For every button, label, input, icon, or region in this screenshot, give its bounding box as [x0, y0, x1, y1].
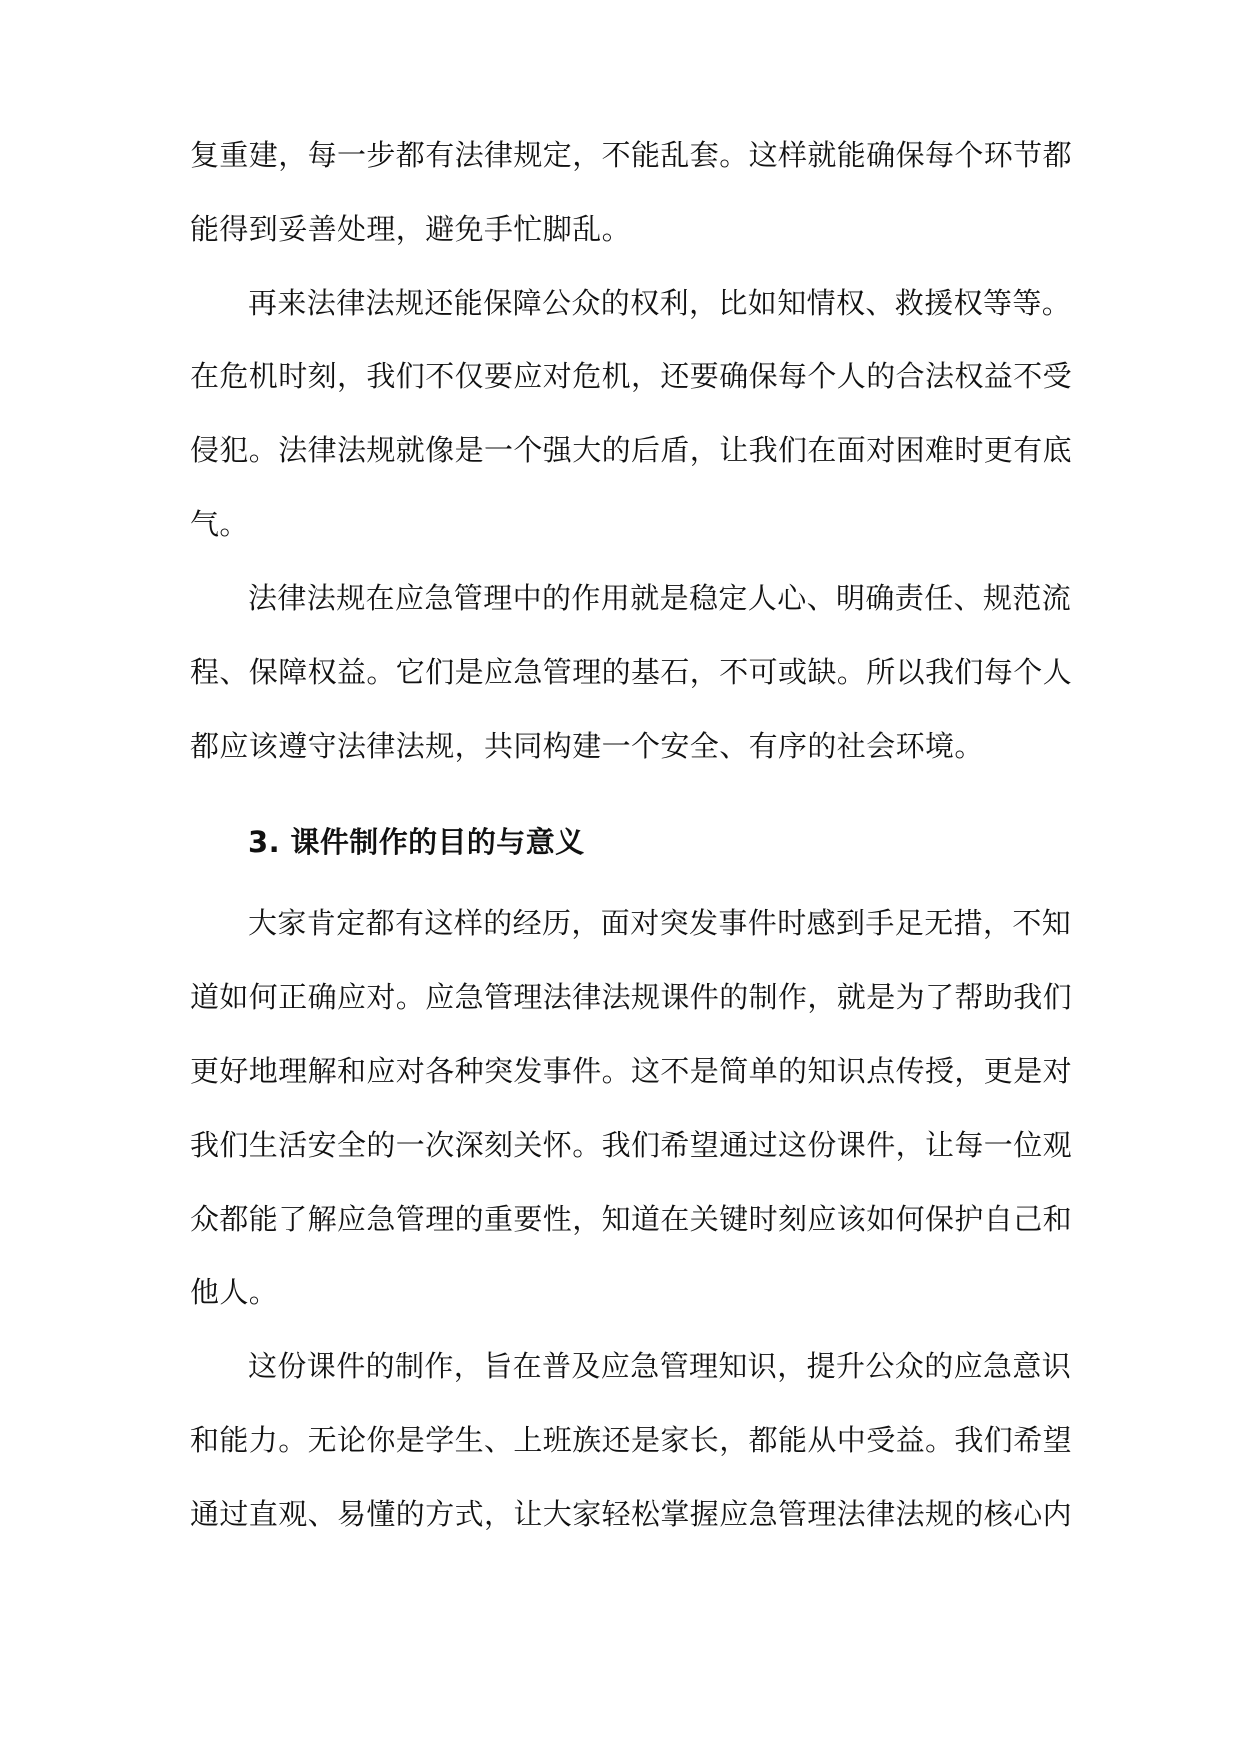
- paragraph-4-line-6: 他人。: [190, 1275, 279, 1309]
- section-heading: 3. 课件制作的目的与意义: [248, 825, 585, 859]
- paragraph-5-line-3: 通过直观、易懂的方式，让大家轻松掌握应急管理法律法规的核心内: [190, 1497, 1073, 1531]
- paragraph-2-line-3: 侵犯。法律法规就像是一个强大的后盾，让我们在面对困难时更有底: [190, 433, 1073, 467]
- paragraph-2-line-4: 气。: [190, 507, 249, 541]
- paragraph-3-line-1: 法律法规在应急管理中的作用就是稳定人心、明确责任、规范流: [248, 581, 1072, 615]
- paragraph-4-line-2: 道如何正确应对。应急管理法律法规课件的制作，就是为了帮助我们: [190, 980, 1073, 1014]
- paragraph-4-line-3: 更好地理解和应对各种突发事件。这不是简单的知识点传授，更是对: [190, 1054, 1073, 1088]
- paragraph-1-line-2: 能得到妥善处理，避免手忙脚乱。: [190, 212, 632, 246]
- paragraph-4-line-5: 众都能了解应急管理的重要性，知道在关键时刻应该如何保护自己和: [190, 1202, 1073, 1236]
- paragraph-3-line-3: 都应该遵守法律法规，共同构建一个安全、有序的社会环境。: [190, 729, 984, 763]
- paragraph-1-line-1: 复重建，每一步都有法律规定，不能乱套。这样就能确保每个环节都: [190, 138, 1073, 172]
- paragraph-4-line-1: 大家肯定都有这样的经历，面对突发事件时感到手足无措，不知: [248, 906, 1072, 940]
- paragraph-4-line-4: 我们生活安全的一次深刻关怀。我们希望通过这份课件，让每一位观: [190, 1128, 1073, 1162]
- paragraph-2-line-2: 在危机时刻，我们不仅要应对危机，还要确保每个人的合法权益不受: [190, 359, 1073, 393]
- paragraph-5-line-1: 这份课件的制作，旨在普及应急管理知识，提升公众的应急意识: [248, 1349, 1072, 1383]
- paragraph-3-line-2: 程、保障权益。它们是应急管理的基石，不可或缺。所以我们每个人: [190, 655, 1073, 689]
- paragraph-5-line-2: 和能力。无论你是学生、上班族还是家长，都能从中受益。我们希望: [190, 1423, 1073, 1457]
- paragraph-2-line-1: 再来法律法规还能保障公众的权利，比如知情权、救援权等等。: [248, 286, 1072, 320]
